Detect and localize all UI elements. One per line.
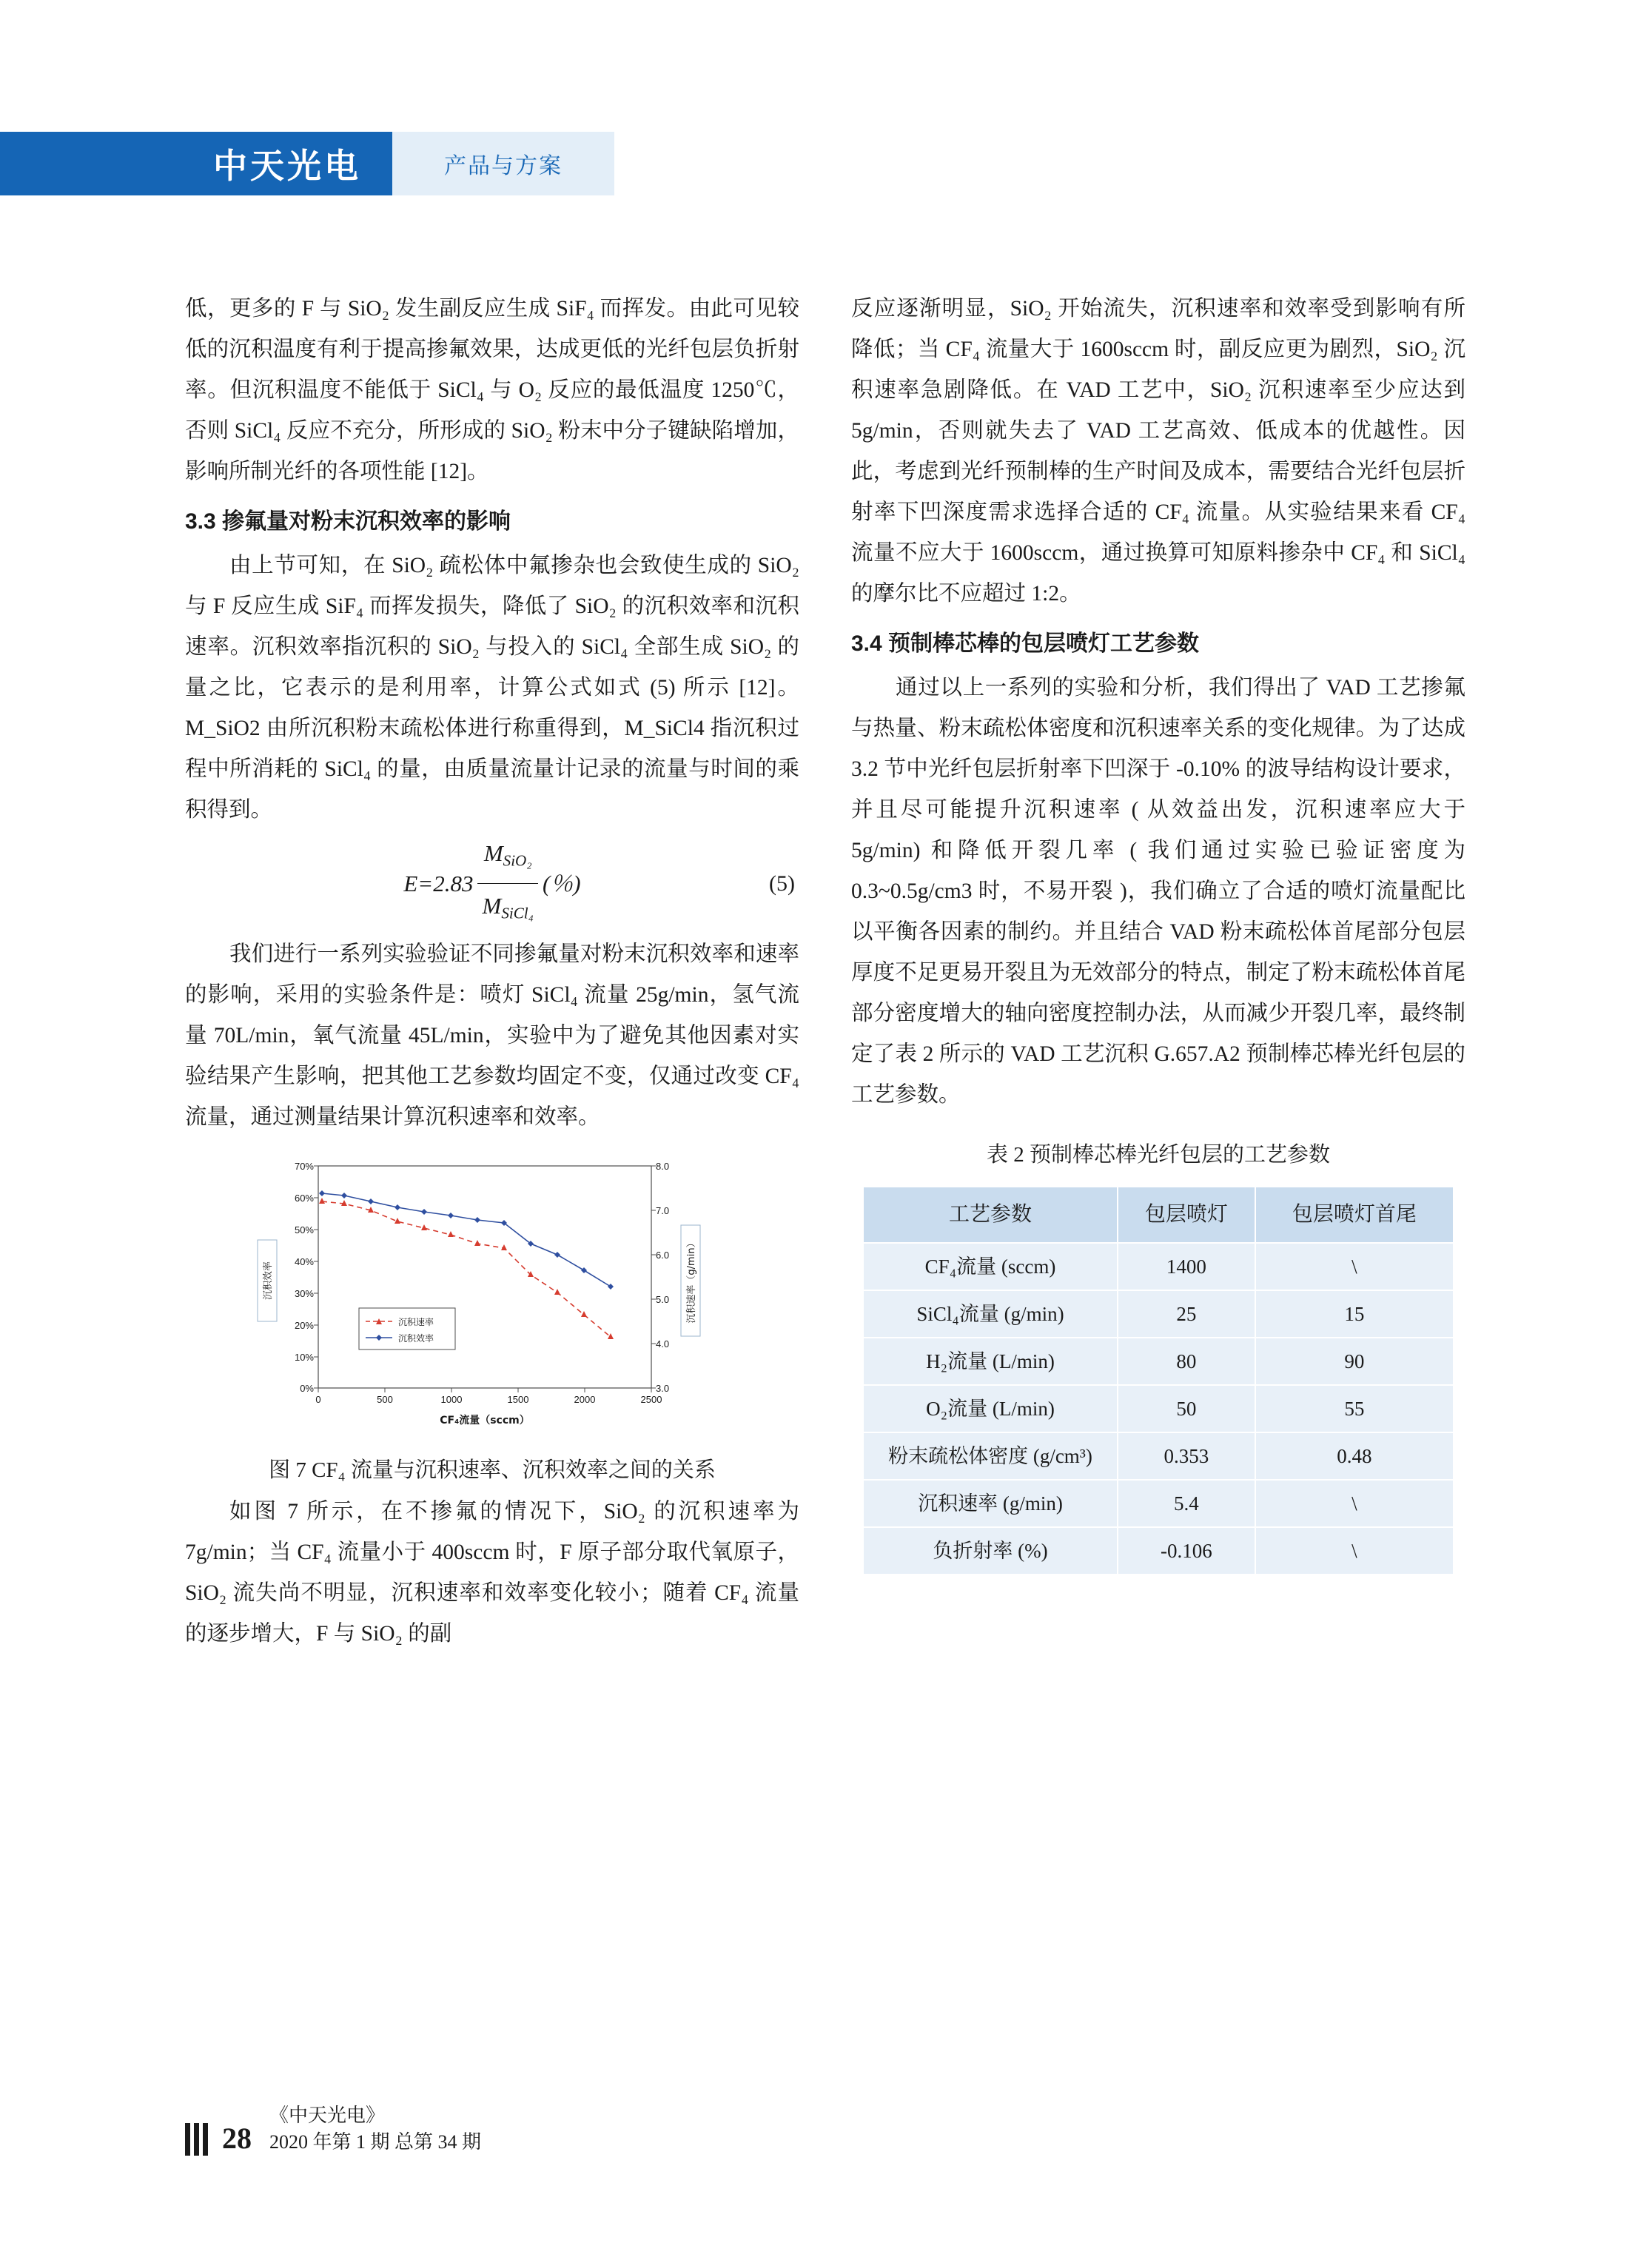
- table-cell-burner-ends: \: [1255, 1243, 1454, 1290]
- section-tag: 产品与方案: [392, 132, 614, 195]
- svg-text:8.0: 8.0: [656, 1161, 670, 1172]
- svg-text:5.0: 5.0: [656, 1294, 670, 1305]
- table-cell-param: 粉末疏松体密度 (g/cm³): [863, 1432, 1118, 1480]
- svg-text:500: 500: [377, 1394, 393, 1405]
- table-cell-burner: 50: [1118, 1385, 1255, 1432]
- formula-numerator-subscript: SiO₂: [503, 851, 532, 870]
- footer-issue-info: 2020 年第 1 期 总第 34 期: [269, 2131, 482, 2153]
- table-row: [863, 1243, 1454, 1290]
- table-cell-burner: 1400: [1118, 1243, 1255, 1290]
- table-cell-burner: 5.4: [1118, 1480, 1255, 1527]
- legend-label-efficiency: 沉积效率: [398, 1333, 434, 1344]
- line-chart: [237, 1151, 748, 1447]
- process-parameters-table: [862, 1186, 1454, 1575]
- svg-text:4.0: 4.0: [656, 1338, 670, 1350]
- table-cell-param: SiCl₄流量 (g/min): [863, 1290, 1118, 1338]
- right-axis-title: 沉积速率（g/min）: [686, 1238, 697, 1324]
- svg-text:6.0: 6.0: [656, 1250, 670, 1261]
- left-paragraph-3: 我们进行一系列实验验证不同掺氟量对粉末沉积效率和速率的影响，采用的实验条件是：喷灯 SiCl₄ 流量 25g/min，氢气流量 70L/min，氧气流量 45L/min，实验中为了避免其他因素对实验结果产生影响，把其他工艺参数均固定不变，仅通过改变 CF₄ 流量，通过测量结果计算沉积速率和效率。: [185, 942, 799, 1129]
- table-cell-burner-ends: 90: [1255, 1338, 1454, 1385]
- table-cell-burner-ends: 15: [1255, 1290, 1454, 1338]
- left-paragraph-4: 如图 7 所示，在不掺氟的情况下，SiO₂ 的沉积速率为 7g/min；当 CF₄ 流量小于 400sccm 时，F 原子部分取代氧原子，SiO₂ 流失尚不明显，沉积速率和效率变化较小；随着 CF₄ 流量的逐步增大，F 与 SiO₂ 的副: [185, 1500, 799, 1646]
- left-tick-marks: [314, 1166, 318, 1388]
- logo-text: 中天光电: [213, 147, 361, 185]
- table-cell-param: 负折射率 (%): [863, 1527, 1118, 1575]
- table-cell-burner: -0.106: [1118, 1527, 1255, 1575]
- table-cell-burner-ends: \: [1255, 1480, 1454, 1527]
- svg-text:10%: 10%: [294, 1352, 314, 1363]
- chart-legend: [359, 1308, 455, 1350]
- formula-denominator-subscript: SiCl₄: [501, 903, 534, 922]
- left-axis-title: 沉积效率: [263, 1261, 274, 1301]
- svg-text:1000: 1000: [440, 1394, 463, 1405]
- formula-denominator: [477, 883, 537, 933]
- page-footer: [185, 2102, 481, 2156]
- formula-denominator-symbol: M: [482, 892, 502, 919]
- table-header-row: [863, 1187, 1454, 1243]
- table-cell-burner: 80: [1118, 1338, 1255, 1385]
- page-number: 28: [222, 2122, 252, 2155]
- formula-fraction: [477, 833, 537, 933]
- svg-text:0%: 0%: [300, 1383, 314, 1394]
- table-row: [863, 1338, 1454, 1385]
- table-cell-param: O₂流量 (L/min): [863, 1385, 1118, 1432]
- svg-text:60%: 60%: [294, 1193, 314, 1204]
- svg-text:1500: 1500: [507, 1394, 529, 1405]
- left-paragraph-1: 低，更多的 F 与 SiO₂ 发生副反应生成 SiF₄ 而挥发。由此可见较低的沉积温度有利于提高掺氟效果，达成更低的光纤包层负折射率。但沉积温度不能低于 SiCl₄ 与 O₂ 反应的最低温度 1250℃，否则 SiCl₄ 反应不充分，所形成的 SiO₂ 粉末中分子键缺陷增加，影响所制光纤的各项性能 [12]。: [185, 297, 799, 483]
- table-row: [863, 1290, 1454, 1338]
- right-paragraph-1: 反应逐渐明显，SiO₂ 开始流失，沉积速率和效率受到影响有所降低；当 CF₄ 流量大于 1600sccm 时，副反应更为剧烈，SiO₂ 沉积速率急剧降低。在 VAD 工艺中，SiO₂ 沉积速率至少应达到 5g/min，否则就失去了 VAD 工艺高效、低成本的优越性。因此，考虑到光纤预制棒的生产时间及成本，需要结合光纤包层折射率下凹深度需求选择合适的 CF₄ 流量。从实验结果来看 CF₄ 流量不应大于 1600sccm，通过换算可知原料掺杂中 CF₄ 和 SiCl₄ 的摩尔比不应超过 1:2。: [851, 297, 1465, 606]
- table-cell-param: CF₄流量 (sccm): [863, 1243, 1118, 1290]
- chart-container: [237, 1151, 748, 1447]
- right-tick-marks: [651, 1166, 656, 1388]
- table-row: [863, 1527, 1454, 1575]
- footer-text: [269, 2102, 481, 2156]
- table-cell-burner-ends: \: [1255, 1527, 1454, 1575]
- table-row: [863, 1385, 1454, 1432]
- svg-text:40%: 40%: [294, 1256, 314, 1267]
- publication-logo: [0, 132, 392, 195]
- x-tick-marks: [318, 1388, 651, 1392]
- table-header-cell-1: 包层喷灯: [1118, 1187, 1255, 1243]
- formula-numerator: [480, 833, 537, 882]
- legend-label-rate: 沉积速率: [398, 1317, 434, 1327]
- plot-area: [318, 1166, 651, 1388]
- right-column: [851, 289, 1465, 1575]
- left-paragraph-2: 由上节可知，在 SiO₂ 疏松体中氟掺杂也会致使生成的 SiO₂ 与 F 反应生成 SiF₄ 而挥发损失，降低了 SiO₂ 的沉积效率和沉积速率。沉积效率指沉积的 SiO₂ 与投入的 SiCl₄ 全部生成 SiO₂ 的量之比，它表示的是利用率，计算公式如式 (5) 所示 [12]。M_SiO2 由所沉积粉末疏松体进行称重得到，M_SiCl4 指沉积过程中所消耗的 SiCl₄ 的量，由质量流量计记录的流量与时间的乘积得到。: [185, 554, 799, 822]
- table-cell-param: H₂流量 (L/min): [863, 1338, 1118, 1385]
- right-paragraph-2: 通过以上一系列的实验和分析，我们得出了 VAD 工艺掺氟与热量、粉末疏松体密度和沉积速率关系的变化规律。为了达成 3.2 节中光纤包层折射率下凹深于 -0.10% 的波导结构设计要求，并且尽可能提升沉积速率 ( 从效益出发，沉积速率应大于 5g/min) 和降低开裂几率 ( 我们通过实验已验证密度为 0.3~0.5g/cm3 时，不易开裂 )，我们确立了合适的喷灯流量配比以平衡各因素的制约。并且结合 VAD 粉末疏松体首尾部分包层厚度不足更易开裂且为无效部分的特点，制定了粉末疏松体首尾部分密度增大的轴向密度控制办法，从而减少开裂几率，最终制定了表 2 所示的 VAD 工艺沉积 G.657.A2 预制棒芯棒光纤包层的工艺参数。: [851, 676, 1465, 1107]
- formula-number: (5): [769, 871, 795, 896]
- table-cell-param: 沉积速率 (g/min): [863, 1480, 1118, 1527]
- left-axis-ticks: [295, 1161, 314, 1394]
- table-row: [863, 1480, 1454, 1527]
- svg-text:0: 0: [315, 1394, 321, 1405]
- svg-text:30%: 30%: [294, 1288, 314, 1299]
- svg-text:20%: 20%: [294, 1320, 314, 1331]
- svg-text:70%: 70%: [294, 1161, 314, 1172]
- formula-lhs: E=2.83: [403, 870, 474, 896]
- table-cell-burner: 0.353: [1118, 1432, 1255, 1480]
- table-2-caption: 表 2 预制棒芯棒光纤包层的工艺参数: [986, 1143, 1330, 1167]
- table-row: [863, 1432, 1454, 1480]
- svg-text:7.0: 7.0: [656, 1205, 670, 1216]
- x-axis-ticks: [315, 1394, 662, 1405]
- footer-bars-decoration: [185, 2117, 212, 2156]
- svg-text:2000: 2000: [574, 1394, 596, 1405]
- table-header-cell-0: 工艺参数: [863, 1187, 1118, 1243]
- svg-text:2500: 2500: [640, 1394, 662, 1405]
- heading-3-3: 3.3 掺氟量对粉末沉积效率的影响: [185, 509, 511, 534]
- table-cell-burner-ends: 55: [1255, 1385, 1454, 1432]
- figure-7: [185, 1151, 799, 1447]
- figure-7-caption: 图 7 CF₄ 流量与沉积速率、沉积效率之间的关系: [269, 1458, 716, 1482]
- table-header-cell-2: 包层喷灯首尾: [1255, 1187, 1454, 1243]
- table-cell-burner: 25: [1118, 1290, 1255, 1338]
- right-axis-ticks: [656, 1161, 669, 1394]
- left-column: [185, 289, 799, 1654]
- svg-text:50%: 50%: [294, 1224, 314, 1236]
- heading-3-4: 3.4 预制棒芯棒的包层喷灯工艺参数: [851, 631, 1200, 656]
- formula-numerator-symbol: M: [483, 840, 503, 867]
- formula-5: [185, 842, 799, 924]
- page-header: [0, 132, 614, 195]
- x-axis-title: CF₄流量（sccm）: [440, 1415, 530, 1426]
- formula-unit: (％): [542, 870, 581, 896]
- svg-text:3.0: 3.0: [656, 1383, 670, 1394]
- footer-publication-title: 《中天光电》: [269, 2105, 386, 2126]
- table-cell-burner-ends: 0.48: [1255, 1432, 1454, 1480]
